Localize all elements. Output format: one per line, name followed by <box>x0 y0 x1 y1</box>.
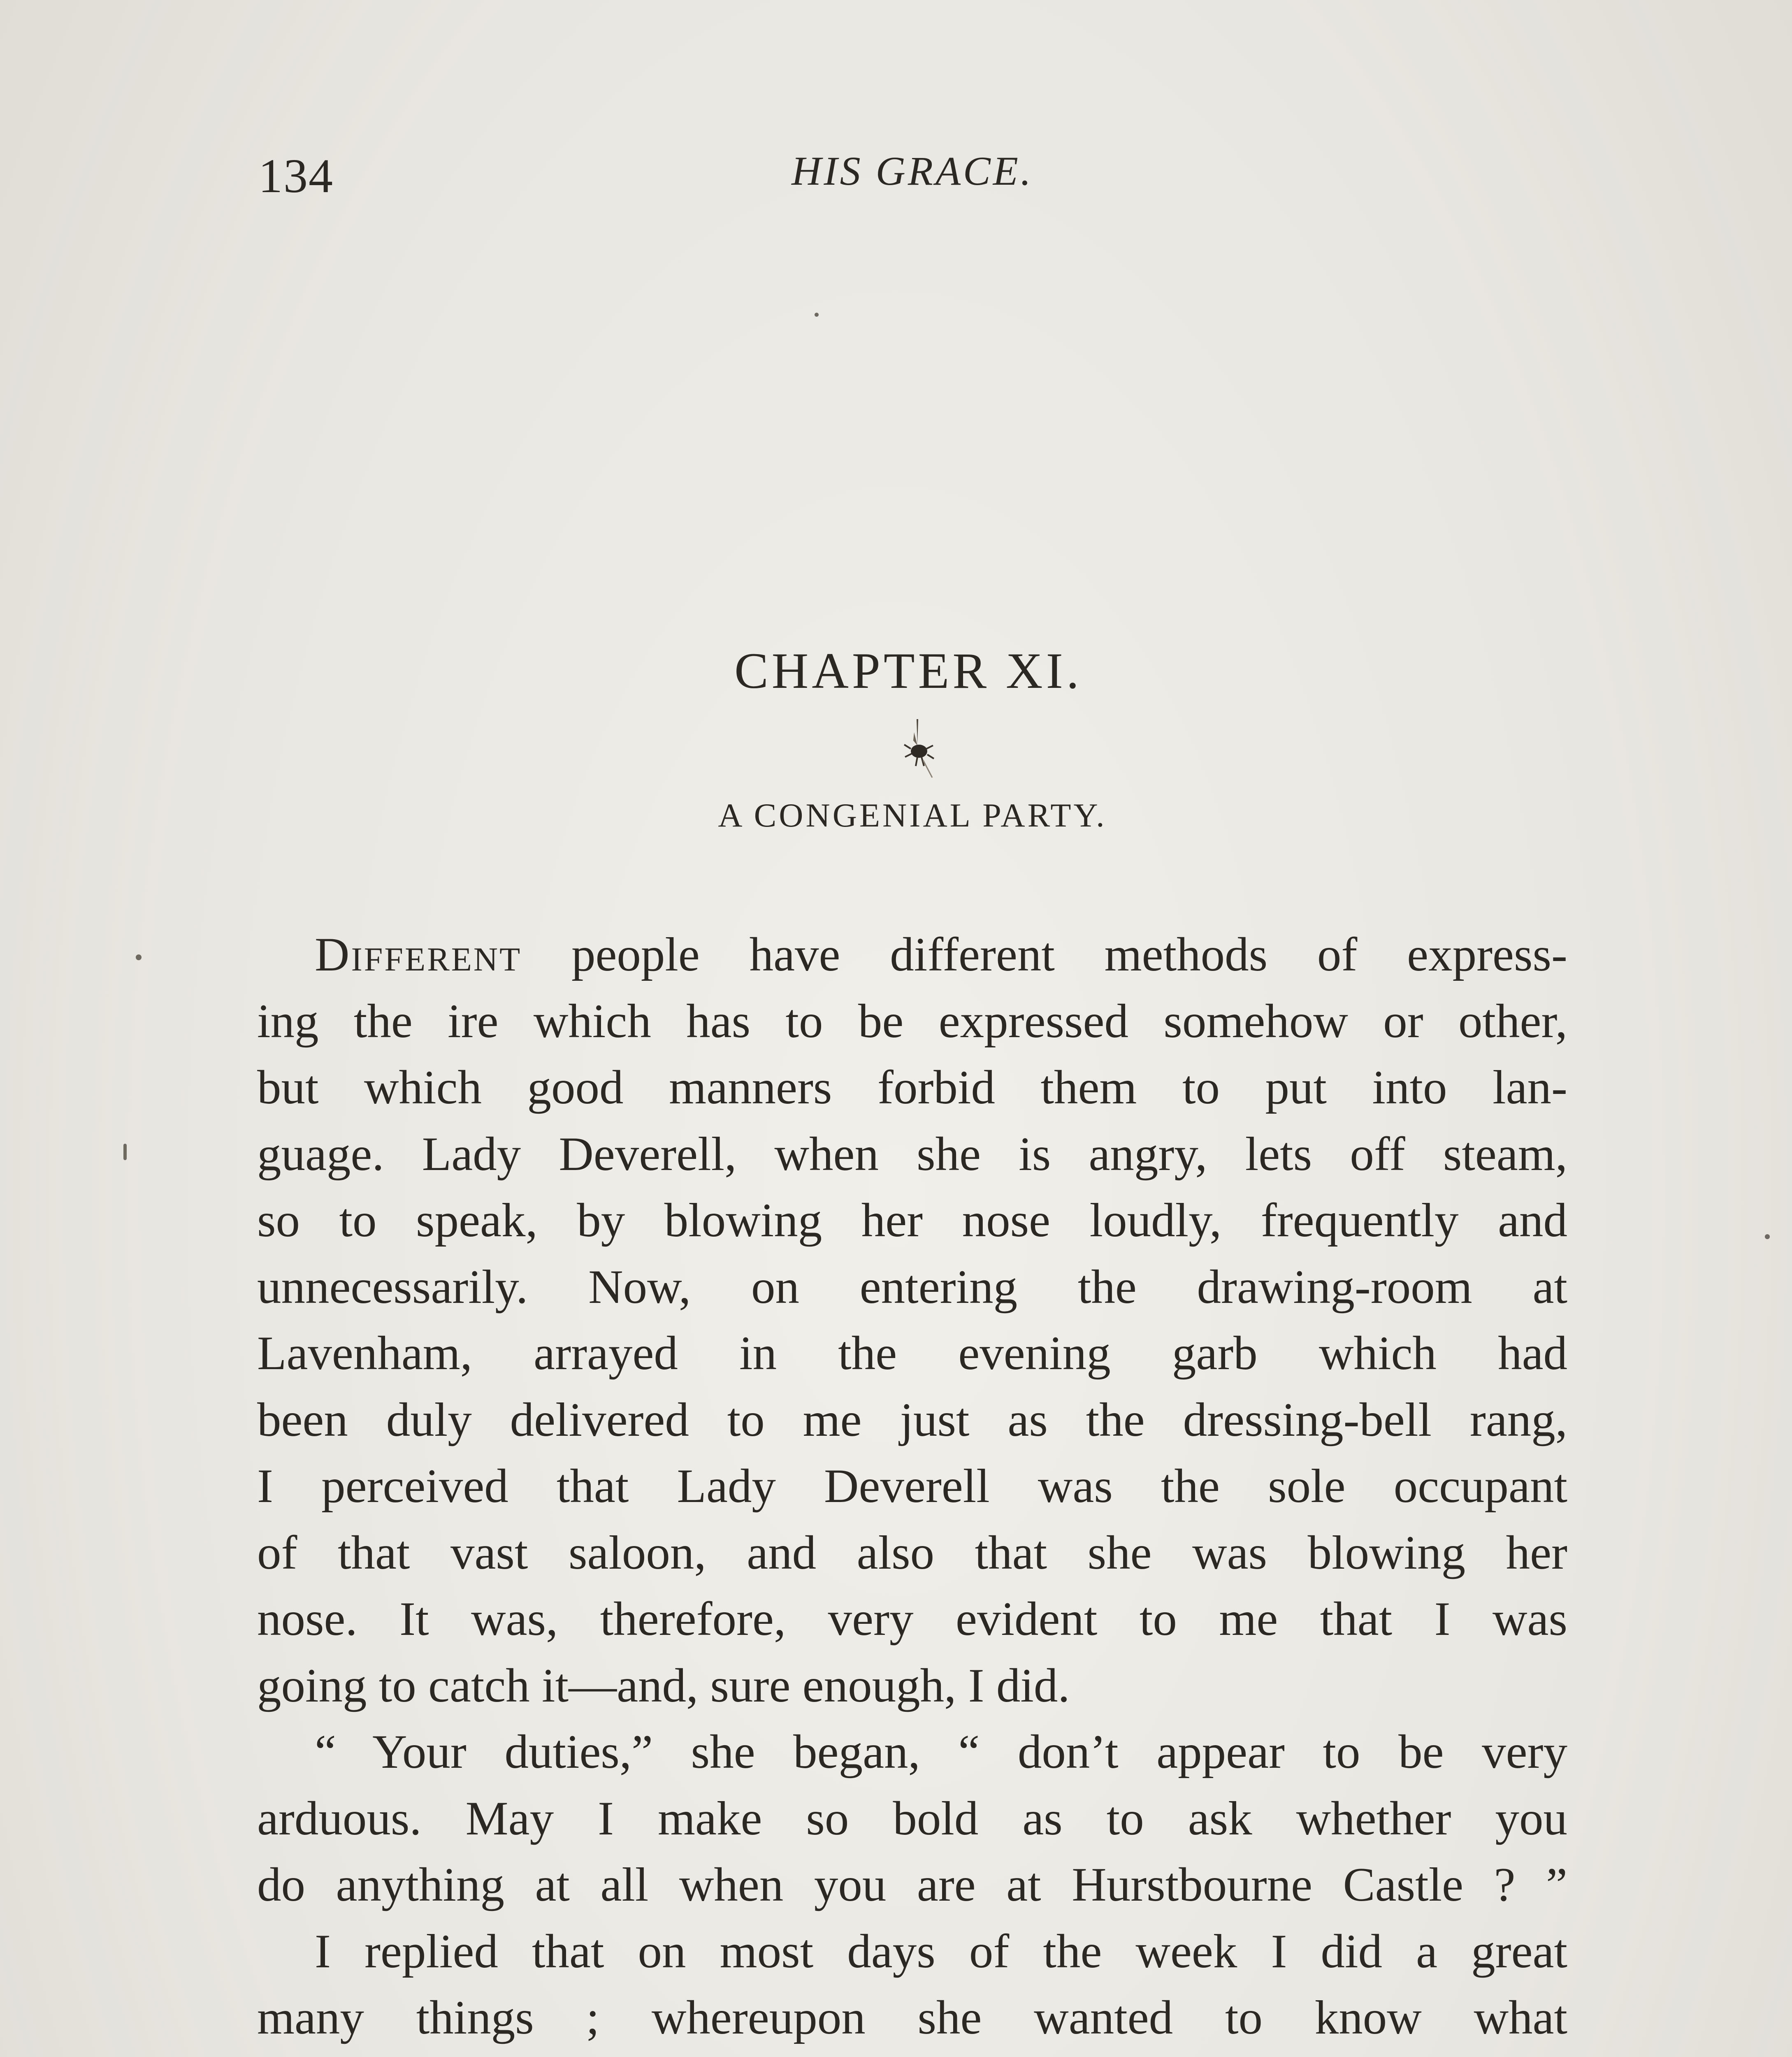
body-text <box>257 922 1567 2057</box>
running-head <box>258 140 1567 222</box>
paper-speck <box>123 1144 127 1160</box>
paper-speck <box>136 954 142 960</box>
text-line: unnecessarily. Now, on entering the drawing-room at <box>257 1260 1567 1314</box>
text-line: arduous. May I make so bold as to ask whether you <box>257 1792 1567 1845</box>
line-text: people have different methods of express- <box>522 928 1567 981</box>
text-line: guage. Lady Deverell, when she is angry, lets off steam, <box>257 1127 1567 1181</box>
text-line: so to speak, by blowing her nose loudly, frequently and <box>257 1194 1567 1247</box>
running-title: HIS GRACE. <box>792 148 1033 194</box>
text-line: going to catch it—and, sure enough, I did. <box>257 1659 1070 1712</box>
text-line: nose. It was, therefore, very evident to me that I was <box>257 1593 1567 1646</box>
paper-speck <box>815 313 819 317</box>
chapter-title: CHAPTER XI. <box>734 643 1082 699</box>
lead-word: Different <box>315 928 522 981</box>
text-line <box>257 2051 1567 2057</box>
page-number: 134 <box>258 149 334 203</box>
text-line: but which good manners forbid them to put into lan- <box>257 1061 1567 1114</box>
text-line: Lavenham, arrayed in the evening garb which had <box>257 1327 1567 1380</box>
text-line: been duly delivered to me just as the dressing-bell rang, <box>257 1393 1567 1446</box>
text-line: many things ; whereupon she wanted to know what <box>257 1991 1567 2044</box>
fleuron-icon <box>893 716 942 782</box>
text-line: ing the ire which has to be expressed somehow or other, <box>257 994 1567 1048</box>
text-line: of that vast saloon, and also that she was blowing her <box>257 1526 1567 1579</box>
chapter-subtitle: A CONGENIAL PARTY. <box>718 796 1107 834</box>
paper-speck <box>1765 1234 1770 1239</box>
text-line <box>257 922 1567 988</box>
text-line: “ Your duties,” she began, “ don’t appear to be very <box>315 1725 1567 1778</box>
text-line: do anything at all when you are at Hurstbourne Castle ? ” <box>257 1858 1567 1911</box>
text-line: I replied that on most days of the week I did a great <box>315 1925 1567 1978</box>
text-line: I perceived that Lady Deverell was the sole occupant <box>257 1460 1567 1513</box>
